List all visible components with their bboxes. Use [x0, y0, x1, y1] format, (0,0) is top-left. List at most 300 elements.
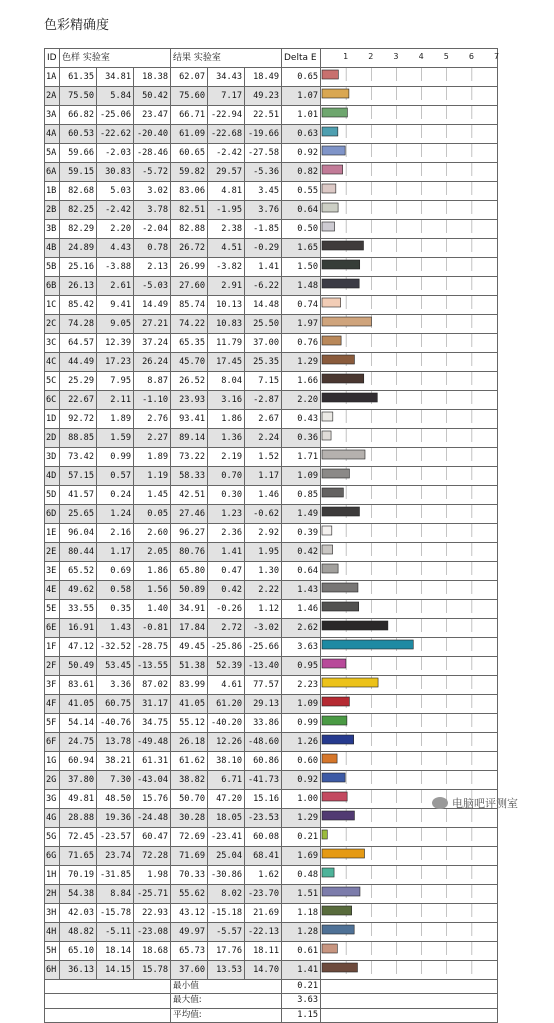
result-lab-value: 82.88 — [171, 220, 208, 239]
result-lab-value: 1.95 — [245, 543, 282, 562]
table-row — [45, 125, 498, 144]
delta-e-value: 1.49 — [282, 505, 321, 524]
bar-cell — [321, 144, 498, 163]
sample-lab-value: 3.02 — [134, 182, 171, 201]
bar-svg — [321, 524, 497, 537]
result-lab-value: 75.60 — [171, 87, 208, 106]
result-lab-value: -41.73 — [245, 771, 282, 790]
delta-e-bar — [322, 431, 331, 440]
summary-bar-blank — [321, 1008, 498, 1022]
bar-cell — [321, 733, 498, 752]
result-lab-value: 93.41 — [171, 410, 208, 429]
result-lab-value: 1.62 — [245, 866, 282, 885]
result-lab-value: 22.51 — [245, 106, 282, 125]
result-lab-value: -1.85 — [245, 220, 282, 239]
sample-lab-value: 54.14 — [60, 714, 97, 733]
delta-e-value: 0.36 — [282, 429, 321, 448]
row-id: 4D — [45, 467, 60, 486]
result-lab-value: 0.70 — [208, 467, 245, 486]
row-id: 2G — [45, 771, 60, 790]
table-row — [45, 733, 498, 752]
summary-blank — [45, 994, 171, 1008]
sample-lab-value: 24.75 — [60, 733, 97, 752]
sample-lab-value: 1.59 — [97, 429, 134, 448]
delta-e-value: 0.74 — [282, 296, 321, 315]
header-id: ID — [45, 49, 60, 68]
delta-e-bar — [322, 716, 347, 725]
table-row — [45, 657, 498, 676]
sample-lab-value: 37.24 — [134, 334, 171, 353]
delta-e-bar — [322, 469, 349, 478]
delta-e-value: 0.39 — [282, 524, 321, 543]
delta-e-bar — [322, 108, 347, 117]
delta-e-value: 1.66 — [282, 372, 321, 391]
delta-e-bar — [322, 545, 333, 554]
result-lab-value: 0.30 — [208, 486, 245, 505]
table-row — [45, 486, 498, 505]
result-lab-value: 85.74 — [171, 296, 208, 315]
result-lab-value: -23.53 — [245, 809, 282, 828]
row-id: 1D — [45, 410, 60, 429]
result-lab-value: 65.73 — [171, 942, 208, 961]
sample-lab-value: 61.35 — [60, 68, 97, 87]
table-row — [45, 182, 498, 201]
row-id: 6C — [45, 391, 60, 410]
sample-lab-value: -40.76 — [97, 714, 134, 733]
result-lab-value: 37.60 — [171, 961, 208, 980]
delta-e-bar — [322, 507, 359, 516]
summary-value: 1.15 — [282, 1008, 321, 1022]
sample-lab-value: -20.40 — [134, 125, 171, 144]
row-id: 3F — [45, 676, 60, 695]
result-lab-value: 1.86 — [208, 410, 245, 429]
result-lab-value: 65.80 — [171, 562, 208, 581]
bar-cell — [321, 220, 498, 239]
result-lab-value: 0.42 — [208, 581, 245, 600]
result-lab-value: 62.07 — [171, 68, 208, 87]
delta-e-value: 2.23 — [282, 676, 321, 695]
result-lab-value: 14.70 — [245, 961, 282, 980]
result-lab-value: 83.99 — [171, 676, 208, 695]
delta-e-value: 0.50 — [282, 220, 321, 239]
delta-e-value: 0.63 — [282, 125, 321, 144]
bar-cell — [321, 505, 498, 524]
sample-lab-value: 2.16 — [97, 524, 134, 543]
result-lab-value: 1.41 — [208, 543, 245, 562]
row-id: 4A — [45, 125, 60, 144]
row-id: 3D — [45, 448, 60, 467]
delta-e-bar — [322, 374, 364, 383]
result-lab-value: 3.16 — [208, 391, 245, 410]
sample-lab-value: 5.84 — [97, 87, 134, 106]
table-row — [45, 562, 498, 581]
sample-lab-value: 72.28 — [134, 847, 171, 866]
row-id: 6D — [45, 505, 60, 524]
row-id: 2H — [45, 885, 60, 904]
delta-e-value: 0.82 — [282, 163, 321, 182]
sample-lab-value: 2.13 — [134, 258, 171, 277]
result-lab-value: 8.02 — [208, 885, 245, 904]
delta-e-bar — [322, 222, 335, 231]
sample-lab-value: 0.58 — [97, 581, 134, 600]
result-lab-value: 2.91 — [208, 277, 245, 296]
bar-cell — [321, 391, 498, 410]
row-id: 3H — [45, 904, 60, 923]
row-id: 6A — [45, 163, 60, 182]
bar-svg — [321, 410, 497, 423]
sample-lab-value: -1.10 — [134, 391, 171, 410]
sample-lab-value: 9.05 — [97, 315, 134, 334]
bar-cell — [321, 638, 498, 657]
bar-cell — [321, 885, 498, 904]
bar-cell — [321, 581, 498, 600]
delta-e-value: 0.42 — [282, 543, 321, 562]
delta-e-value: 0.55 — [282, 182, 321, 201]
bar-svg — [321, 448, 497, 461]
delta-e-value: 0.92 — [282, 771, 321, 790]
delta-e-value: 0.76 — [282, 334, 321, 353]
bar-cell — [321, 467, 498, 486]
row-id: 6E — [45, 619, 60, 638]
sample-lab-value: 17.23 — [97, 353, 134, 372]
delta-e-bar — [322, 621, 388, 630]
delta-e-value: 0.92 — [282, 144, 321, 163]
sample-lab-value: 60.53 — [60, 125, 97, 144]
result-lab-value: -19.66 — [245, 125, 282, 144]
sample-lab-value: 7.30 — [97, 771, 134, 790]
bar-svg — [321, 638, 497, 651]
delta-e-bar — [322, 602, 359, 611]
table-row — [45, 714, 498, 733]
row-id: 5F — [45, 714, 60, 733]
result-lab-value: 37.00 — [245, 334, 282, 353]
bar-svg — [321, 296, 497, 309]
bar-svg — [321, 182, 497, 195]
delta-e-bar — [322, 792, 347, 801]
sample-lab-value: 65.10 — [60, 942, 97, 961]
bar-cell — [321, 961, 498, 980]
result-lab-value: -22.94 — [208, 106, 245, 125]
delta-e-value: 1.29 — [282, 809, 321, 828]
delta-e-value: 0.64 — [282, 201, 321, 220]
result-lab-value: 29.13 — [245, 695, 282, 714]
x-axis — [321, 49, 500, 62]
result-lab-value: 18.11 — [245, 942, 282, 961]
sample-lab-value: 59.66 — [60, 144, 97, 163]
sample-lab-value: 1.89 — [134, 448, 171, 467]
result-lab-value: 41.05 — [171, 695, 208, 714]
table-row — [45, 258, 498, 277]
bar-svg — [321, 239, 497, 252]
result-lab-value: 70.33 — [171, 866, 208, 885]
bar-cell — [321, 353, 498, 372]
table-row — [45, 676, 498, 695]
sample-lab-value: -2.04 — [134, 220, 171, 239]
result-lab-value: 13.53 — [208, 961, 245, 980]
table-row — [45, 372, 498, 391]
bar-cell — [321, 619, 498, 638]
result-lab-value: 0.47 — [208, 562, 245, 581]
result-lab-value: -5.57 — [208, 923, 245, 942]
table-row — [45, 296, 498, 315]
sample-lab-value: 18.38 — [134, 68, 171, 87]
row-id: 2C — [45, 315, 60, 334]
sample-lab-value: -28.75 — [134, 638, 171, 657]
watermark — [432, 795, 518, 811]
bar-svg — [321, 429, 497, 442]
summary-blank — [45, 1008, 171, 1022]
sample-lab-value: 82.68 — [60, 182, 97, 201]
delta-e-bar — [322, 868, 334, 877]
bar-cell — [321, 828, 498, 847]
delta-e-bar — [322, 317, 372, 326]
sample-lab-value: 0.78 — [134, 239, 171, 258]
result-lab-value: 59.82 — [171, 163, 208, 182]
result-lab-value: -27.58 — [245, 144, 282, 163]
table-header — [45, 49, 498, 68]
bar-svg — [321, 695, 497, 708]
delta-e-value: 1.01 — [282, 106, 321, 125]
table-row — [45, 581, 498, 600]
table-row — [45, 904, 498, 923]
x-tick-label: 5 — [443, 52, 449, 61]
sample-lab-value: -13.55 — [134, 657, 171, 676]
sample-lab-value: 65.52 — [60, 562, 97, 581]
sample-lab-value: 47.12 — [60, 638, 97, 657]
result-lab-value: -1.95 — [208, 201, 245, 220]
bar-cell — [321, 277, 498, 296]
result-lab-value: -3.02 — [245, 619, 282, 638]
sample-lab-value: 96.04 — [60, 524, 97, 543]
table-row — [45, 961, 498, 980]
table-row — [45, 106, 498, 125]
result-lab-value: 27.60 — [171, 277, 208, 296]
bar-svg — [321, 942, 497, 955]
sample-lab-value: 0.57 — [97, 467, 134, 486]
delta-e-bar — [322, 89, 349, 98]
sample-lab-value: 60.75 — [97, 695, 134, 714]
sample-lab-value: 1.56 — [134, 581, 171, 600]
result-lab-value: 3.76 — [245, 201, 282, 220]
sample-lab-value: 24.89 — [60, 239, 97, 258]
sample-lab-value: -23.08 — [134, 923, 171, 942]
result-lab-value: 15.16 — [245, 790, 282, 809]
sample-lab-value: 66.82 — [60, 106, 97, 125]
sample-lab-value: 34.75 — [134, 714, 171, 733]
sample-lab-value: 9.41 — [97, 296, 134, 315]
sample-lab-value: 48.82 — [60, 923, 97, 942]
result-lab-value: 23.93 — [171, 391, 208, 410]
result-lab-value: -2.87 — [245, 391, 282, 410]
bar-svg — [321, 334, 497, 347]
result-lab-value: 65.35 — [171, 334, 208, 353]
bar-svg — [321, 581, 497, 594]
sample-lab-value: 73.42 — [60, 448, 97, 467]
result-lab-value: 38.10 — [208, 752, 245, 771]
table-row — [45, 239, 498, 258]
bar-svg — [321, 676, 497, 689]
summary-label: 平均值: — [171, 1008, 282, 1022]
row-id: 5B — [45, 258, 60, 277]
summary-value: 0.21 — [282, 980, 321, 994]
result-lab-value: 10.83 — [208, 315, 245, 334]
row-id: 2E — [45, 543, 60, 562]
result-lab-value: 49.97 — [171, 923, 208, 942]
sample-lab-value: 33.55 — [60, 600, 97, 619]
sample-lab-value: 2.05 — [134, 543, 171, 562]
delta-e-bar — [322, 241, 363, 250]
result-lab-value: 17.45 — [208, 353, 245, 372]
sample-lab-value: 25.65 — [60, 505, 97, 524]
result-lab-value: 71.69 — [171, 847, 208, 866]
sample-lab-value: 15.78 — [134, 961, 171, 980]
sample-lab-value: 25.29 — [60, 372, 97, 391]
result-lab-value: 2.72 — [208, 619, 245, 638]
bar-cell — [321, 562, 498, 581]
delta-e-bar — [322, 564, 338, 573]
bar-svg — [321, 220, 497, 233]
result-lab-value: 61.62 — [171, 752, 208, 771]
sample-lab-value: 22.67 — [60, 391, 97, 410]
row-id: 1E — [45, 524, 60, 543]
sample-lab-value: 74.28 — [60, 315, 97, 334]
table-row — [45, 847, 498, 866]
result-lab-value: 1.41 — [245, 258, 282, 277]
sample-lab-value: 2.20 — [97, 220, 134, 239]
bar-cell — [321, 372, 498, 391]
bar-cell — [321, 847, 498, 866]
delta-e-bar — [322, 260, 360, 269]
sample-lab-value: 75.50 — [60, 87, 97, 106]
result-lab-value: -25.66 — [245, 638, 282, 657]
result-lab-value: 10.13 — [208, 296, 245, 315]
bar-cell — [321, 676, 498, 695]
row-id: 5E — [45, 600, 60, 619]
result-lab-value: 73.22 — [171, 448, 208, 467]
sample-lab-value: 23.74 — [97, 847, 134, 866]
result-lab-value: 7.17 — [208, 87, 245, 106]
x-tick-label: 2 — [368, 52, 374, 61]
result-lab-value: -6.22 — [245, 277, 282, 296]
bar-svg — [321, 87, 497, 100]
sample-lab-value: -15.78 — [97, 904, 134, 923]
delta-e-bar — [322, 659, 346, 668]
delta-e-bar — [322, 450, 365, 459]
sample-lab-value: 2.61 — [97, 277, 134, 296]
delta-e-bar — [322, 811, 354, 820]
sample-lab-value: -5.03 — [134, 277, 171, 296]
sample-lab-value: 12.39 — [97, 334, 134, 353]
result-lab-value: 6.71 — [208, 771, 245, 790]
delta-e-bar — [322, 336, 341, 345]
sample-lab-value: 0.69 — [97, 562, 134, 581]
result-lab-value: -48.60 — [245, 733, 282, 752]
result-lab-value: -22.68 — [208, 125, 245, 144]
sample-lab-value: -2.42 — [97, 201, 134, 220]
result-lab-value: 72.69 — [171, 828, 208, 847]
result-lab-value: 58.33 — [171, 467, 208, 486]
sample-lab-value: -23.57 — [97, 828, 134, 847]
sample-lab-value: 14.49 — [134, 296, 171, 315]
result-lab-value: 34.91 — [171, 600, 208, 619]
result-lab-value: 34.43 — [208, 68, 245, 87]
sample-lab-value: 49.81 — [60, 790, 97, 809]
sample-lab-value: 1.86 — [134, 562, 171, 581]
sample-lab-value: 92.72 — [60, 410, 97, 429]
table-row — [45, 410, 498, 429]
result-lab-value: 38.82 — [171, 771, 208, 790]
sample-lab-value: 0.24 — [97, 486, 134, 505]
result-lab-value: 2.36 — [208, 524, 245, 543]
result-lab-value: 18.49 — [245, 68, 282, 87]
header-delta: Delta E — [282, 49, 321, 68]
sample-lab-value: 87.02 — [134, 676, 171, 695]
row-id: 2D — [45, 429, 60, 448]
bar-cell — [321, 68, 498, 87]
table-row — [45, 524, 498, 543]
sample-lab-value: 25.16 — [60, 258, 97, 277]
table-row — [45, 828, 498, 847]
sample-lab-value: 41.57 — [60, 486, 97, 505]
sample-lab-value: 60.94 — [60, 752, 97, 771]
delta-e-bar — [322, 184, 336, 193]
sample-lab-value: 1.19 — [134, 467, 171, 486]
bar-svg — [321, 315, 497, 328]
row-id: 6F — [45, 733, 60, 752]
delta-e-bar — [322, 488, 343, 497]
row-id: 6H — [45, 961, 60, 980]
delta-e-value: 0.60 — [282, 752, 321, 771]
sample-lab-value: 37.80 — [60, 771, 97, 790]
row-id: 2A — [45, 87, 60, 106]
bar-cell — [321, 524, 498, 543]
bar-cell — [321, 448, 498, 467]
delta-e-value: 3.63 — [282, 638, 321, 657]
result-lab-value: 49.23 — [245, 87, 282, 106]
result-lab-value: -40.20 — [208, 714, 245, 733]
result-lab-value: -25.86 — [208, 638, 245, 657]
result-lab-value: 2.92 — [245, 524, 282, 543]
bar-cell — [321, 182, 498, 201]
delta-e-bar — [322, 412, 333, 421]
x-tick-label: 6 — [468, 52, 474, 61]
row-id: 4H — [45, 923, 60, 942]
bar-svg — [321, 106, 497, 119]
sample-lab-value: 88.85 — [60, 429, 97, 448]
sample-lab-value: 36.13 — [60, 961, 97, 980]
delta-e-bar — [322, 127, 338, 136]
bar-svg — [321, 353, 497, 366]
result-lab-value: -30.86 — [208, 866, 245, 885]
sample-lab-value: -24.48 — [134, 809, 171, 828]
delta-e-value: 0.65 — [282, 68, 321, 87]
row-id: 3G — [45, 790, 60, 809]
sample-lab-value: 3.36 — [97, 676, 134, 695]
header-sample: 色样 实验室 — [60, 49, 171, 68]
sample-lab-value: 23.47 — [134, 106, 171, 125]
table-row — [45, 87, 498, 106]
result-lab-value: 12.26 — [208, 733, 245, 752]
sample-lab-value: -25.06 — [97, 106, 134, 125]
sample-lab-value: -2.03 — [97, 144, 134, 163]
result-lab-value: 2.22 — [245, 581, 282, 600]
delta-e-value: 1.07 — [282, 87, 321, 106]
result-lab-value: 26.18 — [171, 733, 208, 752]
sample-lab-value: 0.35 — [97, 600, 134, 619]
bar-cell — [321, 429, 498, 448]
delta-e-value: 1.00 — [282, 790, 321, 809]
result-lab-value: 30.28 — [171, 809, 208, 828]
